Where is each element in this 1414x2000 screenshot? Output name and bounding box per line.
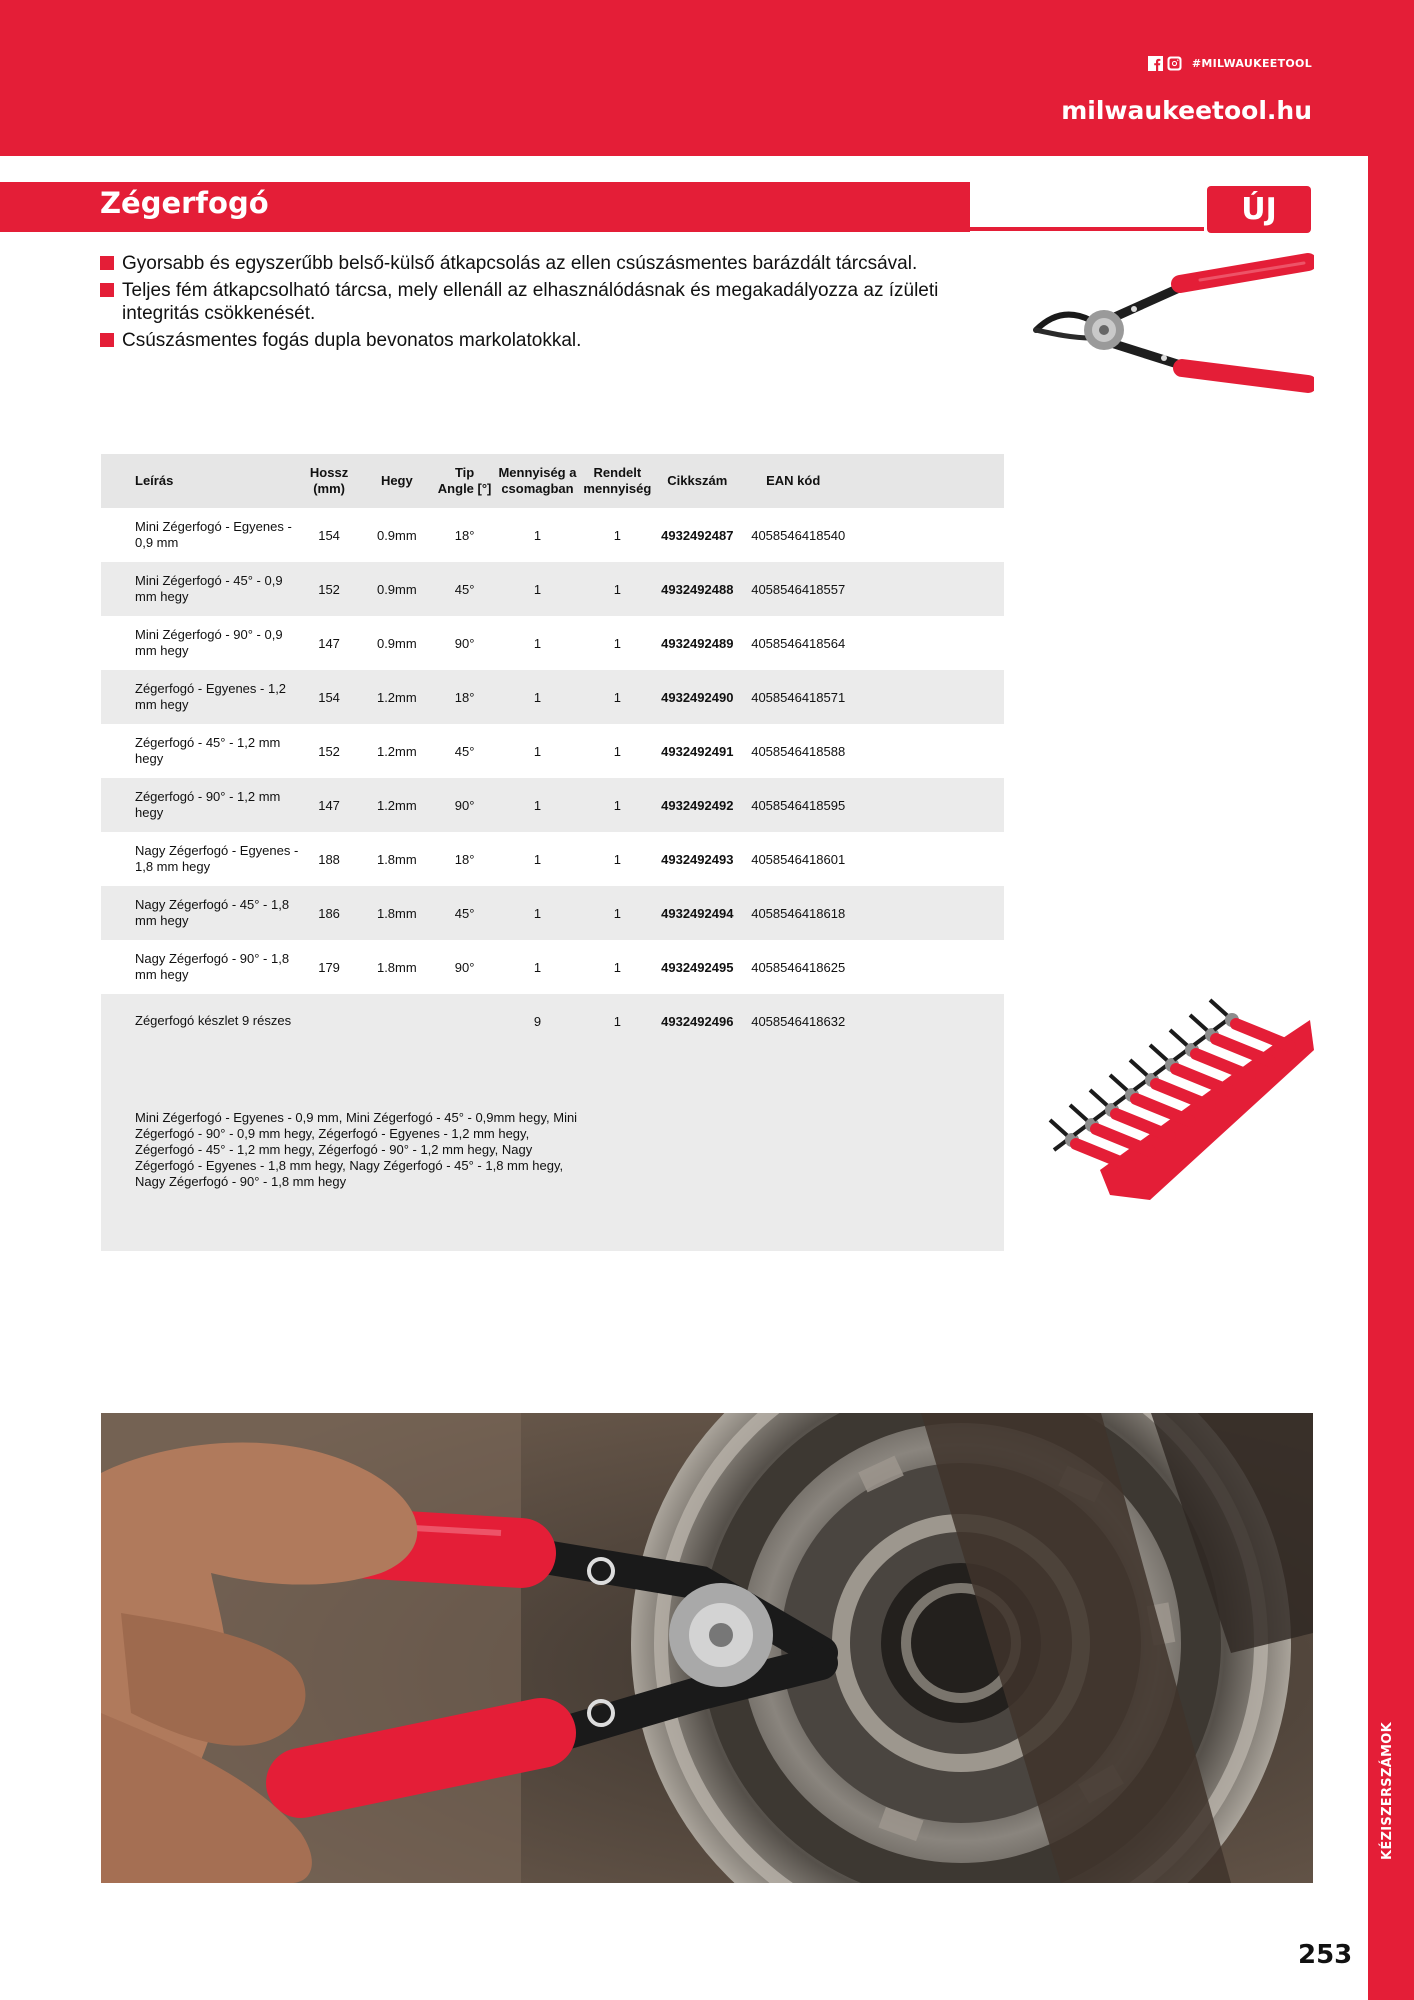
- cell-tip-angle: 45°: [436, 562, 494, 616]
- bullet-square-icon: [100, 333, 114, 347]
- cell-description: Mini Zégerfogó - Egyenes - 0,9 mm: [135, 519, 292, 550]
- kit-contents-text: Mini Zégerfogó - Egyenes - 0,9 mm, Mini Zégerfogó - 45° - 0,9mm hegy, Mini Zégerfogó - 90° - 0,9 mm hegy, Zégerfogó - Egyenes - 1,2 mm hegy, Zégerfogó - 45° - 1,2 mm hegy, Zégerfogó - 90° - 1,2 mm hegy, Nagy Zégerfogó - Egyenes - 1,8 mm hegy, Nagy Zégerfogó - 45° - 1,8 mm hegy, Nagy Zégerfogó - 90° - 1,8 mm hegy: [101, 1048, 581, 1251]
- cell-pack-quantity: 1: [494, 886, 582, 940]
- cell-ean: 4058546418540: [751, 527, 846, 543]
- cell-spacer: [845, 670, 1004, 724]
- circlip-plier-image: [1030, 250, 1314, 406]
- feature-list: [100, 252, 960, 356]
- cell-description: Nagy Zégerfogó - Egyenes - 1,8 mm hegy: [135, 843, 299, 874]
- cell-description: Zégerfogó készlet 9 részes: [101, 994, 300, 1048]
- new-badge: ÚJ: [1207, 186, 1311, 233]
- table-row-kit: [101, 994, 1004, 1048]
- cell-article-number: 4932492491: [661, 743, 734, 759]
- cell-pack-quantity: 1: [533, 527, 542, 543]
- cell-description: Zégerfogó - 90° - 1,2 mm hegy: [101, 778, 300, 832]
- cell-tip: 1.2mm: [376, 743, 417, 759]
- cell-ean: 4058546418632: [741, 994, 845, 1048]
- col-header-order-quantity: Rendelt mennyiség: [581, 454, 653, 508]
- cell-ean: 4058546418588: [751, 743, 846, 759]
- cell-tip-angle: 18°: [454, 527, 475, 543]
- cell-tip-angle: 90°: [454, 635, 475, 651]
- cell-tip-angle: 90°: [436, 778, 494, 832]
- cell-tip-angle: 45°: [436, 886, 494, 940]
- cell-length: 186: [300, 886, 358, 940]
- table-row: [101, 832, 1004, 886]
- table-row: [101, 670, 1004, 724]
- table-row: [101, 562, 1004, 616]
- cell-length: 152: [318, 743, 340, 759]
- cell-article-number: 4932492493: [661, 851, 734, 867]
- cell-spacer: [845, 886, 1004, 940]
- cell-ean: 4058546418564: [751, 635, 846, 651]
- cell-tip-angle: 18°: [454, 851, 475, 867]
- cell-description: Zégerfogó - 45° - 1,2 mm hegy: [135, 735, 281, 766]
- col-header-article-number: Cikkszám: [653, 454, 741, 508]
- feature-item: [100, 329, 960, 352]
- cell-spacer: [845, 940, 1004, 994]
- cell-spacer: [845, 616, 1004, 670]
- kit-pliers-group: [1050, 1000, 1314, 1200]
- feature-item: [100, 252, 960, 275]
- cell-pack-quantity: 9: [494, 994, 582, 1048]
- col-header-tip: Hegy: [358, 454, 436, 508]
- facebook-icon[interactable]: [1148, 56, 1163, 71]
- website-link[interactable]: milwaukeetool.hu: [1061, 96, 1312, 125]
- social-links: [1148, 56, 1312, 71]
- cell-order-quantity: 1: [613, 743, 621, 759]
- cell-article-number: 4932492492: [653, 778, 741, 832]
- col-header-spacer: [845, 454, 1004, 508]
- cell-ean: 4058546418618: [741, 886, 845, 940]
- table-row: [101, 886, 1004, 940]
- table-header-row: [101, 454, 1004, 508]
- cell-description: Mini Zégerfogó - 45° - 0,9 mm hegy: [101, 562, 300, 616]
- cell-pack-quantity: 1: [494, 562, 582, 616]
- cell-tip-angle: 90°: [454, 959, 475, 975]
- cell-length: 154: [300, 670, 358, 724]
- cell-ean: 4058546418601: [751, 851, 846, 867]
- table-row-kit-contents: [101, 1048, 1004, 1251]
- cell-description: Nagy Zégerfogó - 45° - 1,8 mm hegy: [101, 886, 300, 940]
- cell-article-number: 4932492488: [653, 562, 741, 616]
- cell-tip: [358, 994, 436, 1048]
- cell-length: 147: [318, 635, 340, 651]
- bullet-square-icon: [100, 256, 114, 270]
- instagram-icon[interactable]: [1167, 56, 1182, 71]
- page-number: 253: [1298, 1940, 1353, 1970]
- cell-order-quantity: 1: [581, 994, 653, 1048]
- cell-order-quantity: 1: [613, 851, 621, 867]
- cell-pack-quantity: 1: [494, 670, 582, 724]
- cell-tip: 1.2mm: [358, 670, 436, 724]
- spec-table: [101, 454, 1004, 1251]
- cell-ean: 4058546418571: [741, 670, 845, 724]
- col-header-ean: EAN kód: [741, 454, 845, 508]
- cell-ean: 4058546418625: [751, 959, 846, 975]
- feature-text: Teljes fém átkapcsolható tárcsa, mely ellenáll az elhasználódásnak és megakadályozza az ízületi integritás csökkenését.: [122, 280, 939, 324]
- table-row: [101, 616, 1004, 670]
- cell-spacer: [845, 724, 1004, 778]
- cell-spacer: [845, 994, 1004, 1048]
- cell-article-number: 4932492496: [653, 994, 741, 1048]
- cell-pack-quantity: 1: [494, 778, 582, 832]
- table-row: [101, 508, 1004, 562]
- cell-pack-quantity: 1: [533, 851, 542, 867]
- cell-length: 179: [318, 959, 340, 975]
- section-side-label: KÉZISZERSZÁMOK: [1380, 1721, 1395, 1860]
- feature-item: [100, 279, 960, 325]
- col-header-description: Leírás: [101, 454, 300, 508]
- cell-spacer: [845, 832, 1004, 886]
- cell-order-quantity: 1: [581, 562, 653, 616]
- cell-pack-quantity: 1: [533, 743, 542, 759]
- cell-ean: 4058546418557: [741, 562, 845, 616]
- cell-spacer: [845, 562, 1004, 616]
- col-header-length: Hossz (mm): [300, 454, 358, 508]
- plier-set-image: [1030, 980, 1314, 1220]
- cell-tip-angle: [436, 994, 494, 1048]
- cell-length: [300, 994, 358, 1048]
- feature-text: Csúszásmentes fogás dupla bevonatos markolatokkal.: [122, 330, 582, 351]
- cell-article-number: 4932492495: [661, 959, 734, 975]
- cell-pack-quantity: 1: [533, 959, 542, 975]
- cell-length: 188: [318, 851, 340, 867]
- cell-tip: 0.9mm: [358, 562, 436, 616]
- cell-order-quantity: 1: [613, 959, 621, 975]
- title-underline: [970, 227, 1204, 231]
- cell-tip: 1.8mm: [376, 851, 417, 867]
- cell-article-number: 4932492489: [661, 635, 734, 651]
- cell-tip: 0.9mm: [376, 635, 417, 651]
- cell-spacer: [845, 778, 1004, 832]
- cell-order-quantity: 1: [613, 635, 621, 651]
- feature-text: Gyorsabb és egyszerűbb belső-külső átkapcsolás az ellen csúszásmentes barázdált tárcsával.: [122, 253, 918, 274]
- cell-tip: 1.2mm: [358, 778, 436, 832]
- col-header-pack-quantity: Mennyiség a csomagban: [494, 454, 582, 508]
- cell-article-number: 4932492487: [661, 527, 734, 543]
- cell-tip: 0.9mm: [376, 527, 417, 543]
- cell-order-quantity: 1: [581, 670, 653, 724]
- cell-description: Nagy Zégerfogó - 90° - 1,8 mm hegy: [135, 951, 290, 982]
- cell-spacer: [845, 508, 1004, 562]
- section-title: Zégerfogó: [100, 186, 269, 220]
- cell-length: 147: [300, 778, 358, 832]
- cell-tip: 1.8mm: [376, 959, 417, 975]
- cell-tip-angle: 45°: [454, 743, 475, 759]
- hashtag-label: #MILWAUKEETOOL: [1191, 57, 1312, 70]
- cell-article-number: 4932492490: [653, 670, 741, 724]
- cell-order-quantity: 1: [581, 778, 653, 832]
- cell-length: 152: [300, 562, 358, 616]
- table-row: [101, 778, 1004, 832]
- cell-description: Zégerfogó - Egyenes - 1,2 mm hegy: [101, 670, 300, 724]
- table-row: [101, 940, 1004, 994]
- cell-pack-quantity: 1: [533, 635, 542, 651]
- cell-article-number: 4932492494: [653, 886, 741, 940]
- usage-photo: [101, 1413, 1313, 1883]
- cell-tip-angle: 18°: [436, 670, 494, 724]
- bullet-square-icon: [100, 283, 114, 297]
- cell-description: Mini Zégerfogó - 90° - 0,9 mm hegy: [135, 627, 283, 658]
- cell-order-quantity: 1: [613, 527, 621, 543]
- cell-order-quantity: 1: [581, 886, 653, 940]
- kit-contents-spacer: [581, 1048, 1004, 1251]
- col-header-tip-angle: Tip Angle [°]: [436, 454, 494, 508]
- header-band: [0, 0, 1414, 156]
- table-row: [101, 724, 1004, 778]
- cell-ean: 4058546418595: [741, 778, 845, 832]
- cell-tip: 1.8mm: [358, 886, 436, 940]
- cell-length: 154: [318, 527, 340, 543]
